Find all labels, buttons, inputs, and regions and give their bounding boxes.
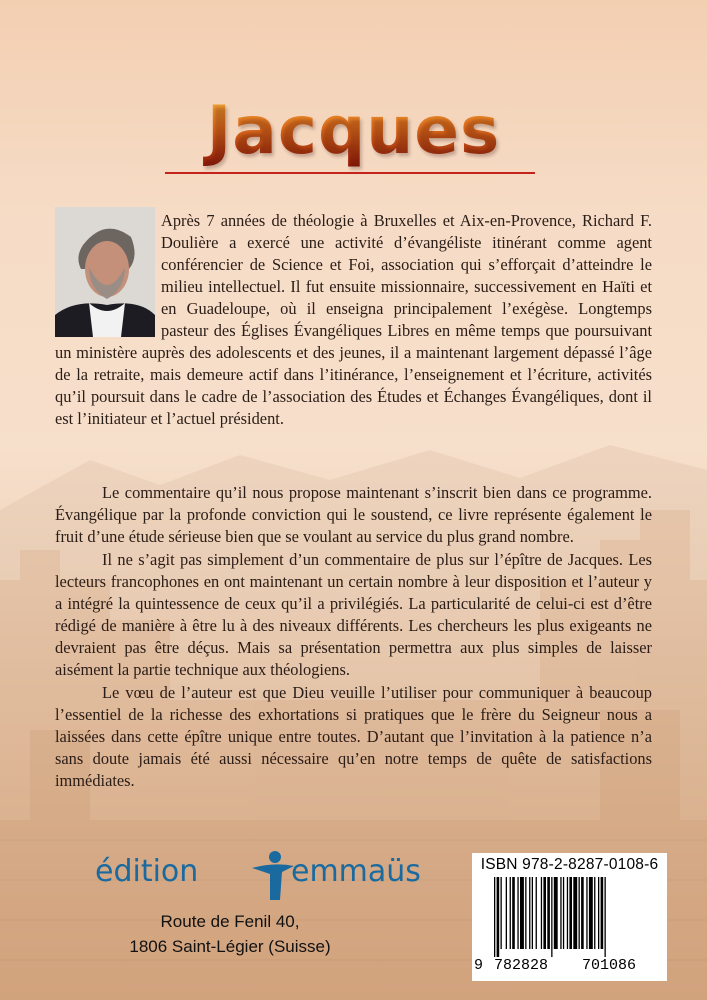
author-biography [55,210,652,430]
description-paragraph-3: Le vœu de l’auteur est que Dieu veuille l’utiliser pour communiquer à beaucoup l’essentiel de la richesse des exhortations si pratiques que le frère du Seigneur nous a laissées dans cette épître unique entre toutes. D’autant que l’invitation à la patience n’a sans doute jamais été aussi nécessaire qu’en notre temps de quête de satisfactions immédiates. [55,683,652,790]
barcode-bar [529,877,530,949]
barcode-bar [497,877,500,957]
publisher-address [110,909,350,959]
barcode-bar [598,877,599,949]
barcode-bar [601,877,604,949]
isbn-barcode-block [472,853,667,981]
barcode-bar [543,877,546,949]
description-paragraph-1: Le commentaire qu’il nous propose maintenant s’inscrit bien dans ce programme. Évangélique par la profonde conviction qui le soustend, ce livre représente également le fruit d’une étude sérieuse bien que se voulant au service du plus grand nombre. [55,483,652,546]
title-rule [165,172,535,174]
barcode-bar [510,877,511,949]
barcode-bar [517,877,518,949]
barcode-bar [589,877,593,949]
barcode-bar [594,877,595,949]
barcode-bar [551,877,552,957]
barcode-right-digits: 701086 [582,957,637,974]
barcode-bar [512,877,515,949]
barcode [484,877,656,957]
publisher-logo-right-text: emmaüs [291,854,421,889]
barcode-bar [579,877,580,949]
publisher-logo-left-text: édition [95,854,199,889]
book-description [55,482,652,793]
isbn-label: ISBN 978-2-8287-0108-6 [480,856,659,873]
barcode-bar [586,877,587,949]
address-line-2: 1806 Saint-Légier (Suisse) [129,937,331,956]
barcode-bar [560,877,561,949]
barcode-bar [569,877,572,949]
barcode-bar [525,877,526,949]
barcode-bar [581,877,584,949]
barcode-bar [506,877,507,949]
barcode-left-digits: 782828 [494,957,549,974]
barcode-bar [554,877,558,949]
barcode-bar [563,877,564,949]
barcode-bar [536,877,537,949]
author-bio-text: Après 7 années de théologie à Bruxelles et Aix-en-Provence, Richard F. Doulière a exercé une activité d’évangéliste itinérant comme agent conférencier de Science et Foi, association qui s’efforçait d’atteindre le milieu intellectuel. Il fut ensuite missionnaire, successivement en Haïti et en Guadeloupe, où il enseigna principalement l’exégèse. Longtemps pasteur des Églises Évangéliques Libres en même temps que poursuivant un ministère auprès des adolescents et des jeunes, il a maintenant largement dépassé l’âge de la retraite, mais demeure actif dans l’itinérance, l’enseignement et l’écriture, activités qu’il poursuit dans le cadre de l’association des Études et Échanges Évangéliques, dont il est l’initiateur et l’actuel président. [55,211,652,428]
barcode-bar [494,877,495,957]
book-title: Jacques [0,92,707,169]
description-paragraph-2: Il ne s’agit pas simplement d’un commentaire de plus sur l’épître de Jacques. Les lecteurs francophones en ont maintenant un certain nombre à leur disposition et l’auteur y a intégré la quintessence de ceux qu’il a privilégiés. La particularité de celui-ci est d’être rédigé de manière à être lu à des niveaux différents. Les chercheurs les plus exigeants ne devraient pas être déçus. Mais sa présentation permettra aux plus simples de laisser aisément la partie technique aux théologiens. [55,550,652,679]
barcode-bar [520,877,524,949]
person-silhouette-icon [250,850,296,900]
barcode-bar [532,877,533,949]
barcode-first-digit: 9 [474,957,484,974]
barcode-bar [501,877,502,949]
barcode-bar [573,877,577,949]
barcode-bar [547,877,550,949]
barcode-bar [567,877,568,949]
barcode-bar [541,877,542,949]
address-line-1: Route de Fenil 40, [160,912,300,931]
barcode-bar [605,877,606,957]
